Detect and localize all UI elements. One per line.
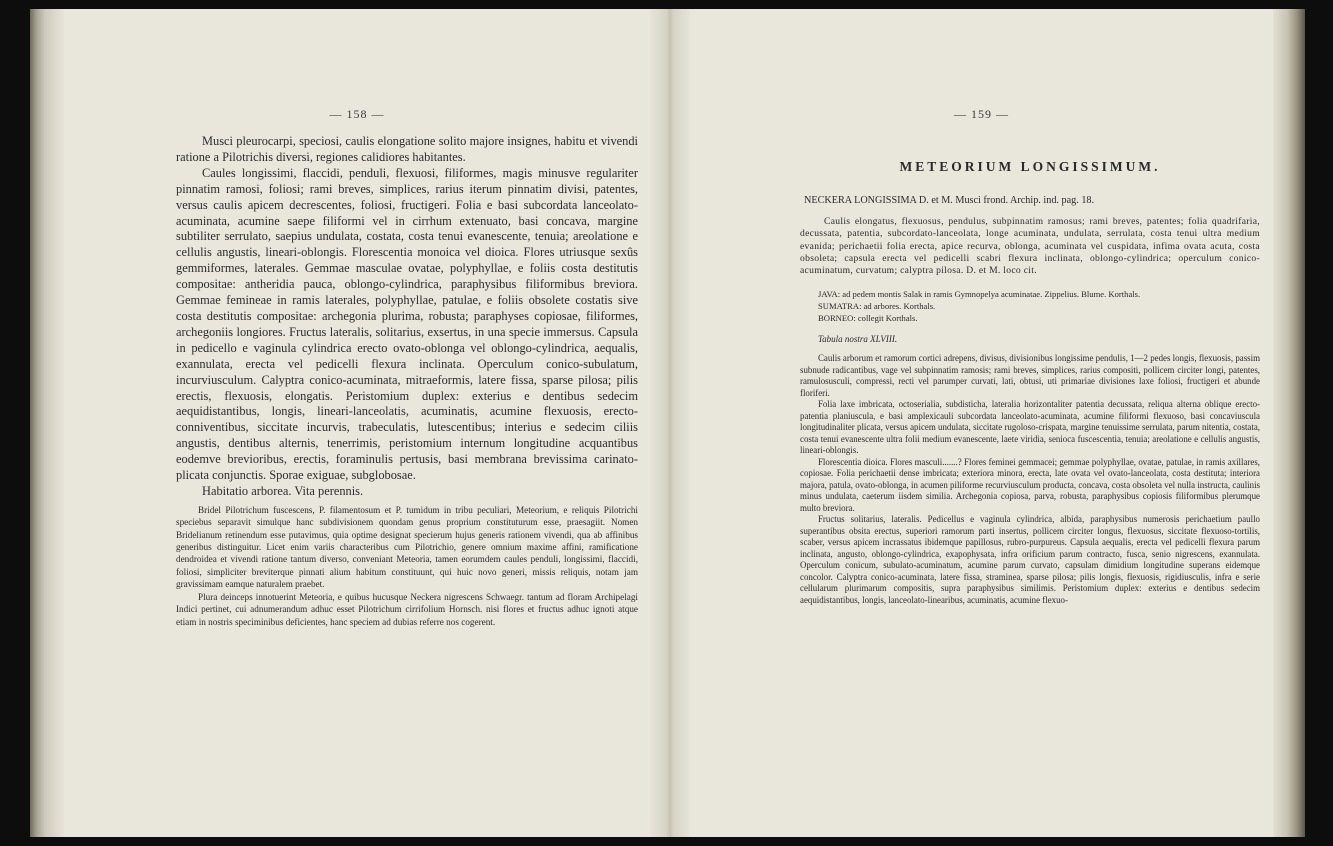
right-page: [690, 9, 1273, 837]
locality-list: [818, 289, 1260, 324]
intro-paragraph: Musci pleurocarpi, speciosi, caulis elongatione solito majore insignes, habitu et vivendi ratione a Pilotrichis diversi, regiones calidiores habitantes.: [176, 134, 638, 164]
locality-sumatra: SUMATRA: ad arbores. Korthals.: [818, 301, 936, 312]
book-edge-left: [30, 9, 64, 837]
locality-java: JAVA: ad pedem montis Salak in ramis Gymnopelya acuminatae. Zippelius. Blume. Korthals.: [818, 289, 1141, 300]
folia-paragraph: Folia laxe imbricata, octoserialia, subdisticha, lateralia horizontaliter patentia decussata, reliqua alterna oblique erecto-patentia planiuscula, e basi amplexicauli subcordata lanceolato-acuminata, acumine filiformi flexuoso, basi concaviuscula longitudinaliter plicata, versus apicem undulata, siccitate rugoloso-crispata, margine tenuissime serrulata, parum nitentia, costata, costa tenui evanescente ultra folii medium evanescente, laete viridia, senioca fuscescentia, tenuia; areolatione e cellulis angustis, lineari-oblongis.: [800, 399, 1260, 456]
book-edge-right: [1273, 9, 1305, 837]
book-gutter: [650, 9, 690, 837]
left-page: [64, 9, 650, 837]
locality-borneo: BORNEO: collegit Korthals.: [818, 312, 918, 323]
diagnosis-paragraph: Caulis elongatus, flexuosus, pendulus, subpinnatim ramosus; rami breves, patentes; folia quadrifaria, decussata, patentia, subcordato-lanceolata, longe acuminata, undulata, serrulata, costa tenui ultra medium evanida; perichaetii folia erecta, apice recurva, oblonga, acuminata vel cuspidata, infima ovata acuta, costa obsoleta; capsula erecta vel pedicelli scabri flexura inclinata, oblongo-cylindrica; operculum conico-acuminatum, curvatum; calyptra pilosa. D. et M. loco cit.: [800, 216, 1260, 277]
right-page-number: — 159 —: [954, 107, 1009, 121]
caulis-paragraph: Caulis arborum et ramorum cortici adrepens, divisus, divisionibus longissime pendulis, 1—2 pedes longis, flexuosis, passim subnude radicantibus, vage vel subpinnatim ramosis; rami breves, simplices, rarius compositi, pollicem circiter longi, patentes, ramulosusculi, compressi, recti vel parumper curvati, lati, obtusi, uti primariae divisiones laxe foliosi, fructigeri et abunde floriferi.: [800, 353, 1260, 398]
species-note-paragraph: Plura deinceps innotuerint Meteoria, e quibus hucusque Neckera nigrescens Schwaegr. tantum ad floram Archipelagi Indici pertinet, cui adnumerandum adhuc esset Pilotrichum cirrifolium Hornsch. nisi flores et fructus adhuc ignoti atque etiam in nostris speciminibus deficientes, hanc speciem ad dubias referre nos cogerent.: [176, 591, 638, 627]
fructus-paragraph: Fructus solitarius, lateralis. Pedicellus e vaginula cylindrica, albida, paraphysibus numerosis perichaetium paullo superantibus obsita erectus, superiori ramorum parti insertus, pollicem circiter longus, flexuosus, siccitate flexuoso-tortilis, scaber, versus apicem incrassatus ibidemque papillosus, rubro-purpureus. Capsula aequalis, erecta vel pedicelli flexura parum inclinata, angusto, oblongo-cylindrica, exapophysata, infra orificium parum contracto, fusca, senio nigrescens, exannulata. Operculum conicum, subulato-acuminatum, acumine parum curvato, capsulam dimidium longitudine superans eidemque concolor. Calyptra conico-acuminata, latere fissa, straminea, sparse pilosa; pilis longis, flexuosis, rigidiusculis, infra e serie cellularum plurimarum compositis, supra paraphysibus similimis. Peristomium duplex: exterius e dentibus sedecim aequidistantibus, longis, lanceolato-linearibus, acuminatis, acumine flexuo-: [800, 514, 1260, 605]
right-page-text: [800, 159, 1260, 606]
genus-description-paragraph: Caules longissimi, flaccidi, penduli, flexuosi, filiformes, magis minusve regulariter pinnatim ramosi, foliosi; rami breves, simplices, rarius iterum pinnatim divisi, patentes, versus caulis apicem decrescentes, foliosi, fructigeri. Folia e basi subcordata lanceolato-acuminata, acumine saepe filiformi vel in cirrhum extenuato, basi concava, margine subtiliter serrulato, saepius undulata, costata, costa tenui evanescente, tenuia; areolatione e cellulis angustis, lineari-oblongis. Florescentia monoica vel dioica. Flores utriusque sexûs gemmiformes, laterales. Gemmae masculae ovatae, polyphyllae, e foliis costa destitutis compositae: antheridia pauca, oblongo-cylindrica, paraphysibus filiformibus breviora. Gemmae femineae in ramis laterales, polyphyllae, patulae, e foliis obsolete costatis sive costa destitutis compositae: archegonia plurima, robusta; paraphyses copiosae, filiformes, archegoniis longiores. Fructus lateralis, solitarius, exsertus, in una specie immersus. Capsula in pedicello e vaginula cylindrica erecto ovato-oblonga vel oblongo-cylindrica, aequalis, exannulata, erecta vel pedicelli flexura inclinata. Operculum conico-subulatum, incurviusculum. Calyptra conico-acuminata, mitraeformis, latere fissa, sparse pilosa; pilis erectis, flexuosis, elongatis. Peristomium duplex: exterius e dentibus sedecim aequidistantibus, longis, lineari-lanceolatis, acuminatis, acumine flexuosis, erecto-conniventibus, siccitate incurvis, trabeculatis, lutescentibus; interius e sedecim ciliis angustis, dentibus alternis, tenerrimis, peristomium internum longitudine acquantibus eodemve brevioribus, erectis, foraminulis pertusis, basi membrana brevissima carinato-plicata conjunctis. Sporae exiguae, subglobosae.: [176, 165, 638, 483]
chapter-title: METEORIUM LONGISSIMUM.: [899, 159, 1161, 174]
book-spread: [30, 9, 1305, 837]
left-page-text: [176, 134, 638, 628]
plate-reference: Tabula nostra XLVIII.: [818, 334, 898, 345]
habitat-paragraph: Habitatio arborea. Vita perennis.: [202, 483, 364, 498]
bridel-note-paragraph: Bridel Pilotrichum fuscescens, P. filamentosum et P. tumidum in tribu peculiari, Meteorium, e reliquis Pilotrichi speciebus separavit simulque hanc subdivisionem quondam genus proprium constituturum esse, praesagiit. Nomen Bridelianum retinendum esse putavimus, quia optime designat specierum hujus generis rationem vivendi, qua ab affinibus generibus distinguitur. Licet enim variis characteribus cum Pilotrichio, genere omnium maxime affini, ramificatione dendroidea et vivendi ratione tantum diverso, conveniant Meteoria, tamen eorumdem caules penduli, longissimi, flaccidi, foliosi, simpliciter breviterque pinnati alium habitum constituunt, qui huic novo generi, missis reliquis, notam jam gravissimam eamque naturalem praebet.: [176, 504, 638, 590]
florescentia-paragraph: Florescentia dioica. Flores masculi.......? Flores feminei gemmacei; gemmae polyphyllae, ovatae, patulae, in ramis axillares, copiosae. Folia perichaetii dense imbricata; exteriora minora, erecta, late ovata vel ovato-lanceolata, costa destituta; interiora majora, patula, ovato-oblonga, in acumen piliforme recurviusculum producta, concava, costa obsoleta vel nulla instructa, caulinis minus undulata, caeterum iisdem similia. Archegonia copiosa, parva, robusta, paraphysibus copiosis filiformibus plerumque multo breviora.: [800, 456, 1260, 513]
left-page-number: — 158 —: [329, 107, 385, 121]
species-synonym-line: NECKERA LONGISSIMA D. et M. Musci frond. Archip. ind. pag. 18.: [804, 195, 1095, 206]
